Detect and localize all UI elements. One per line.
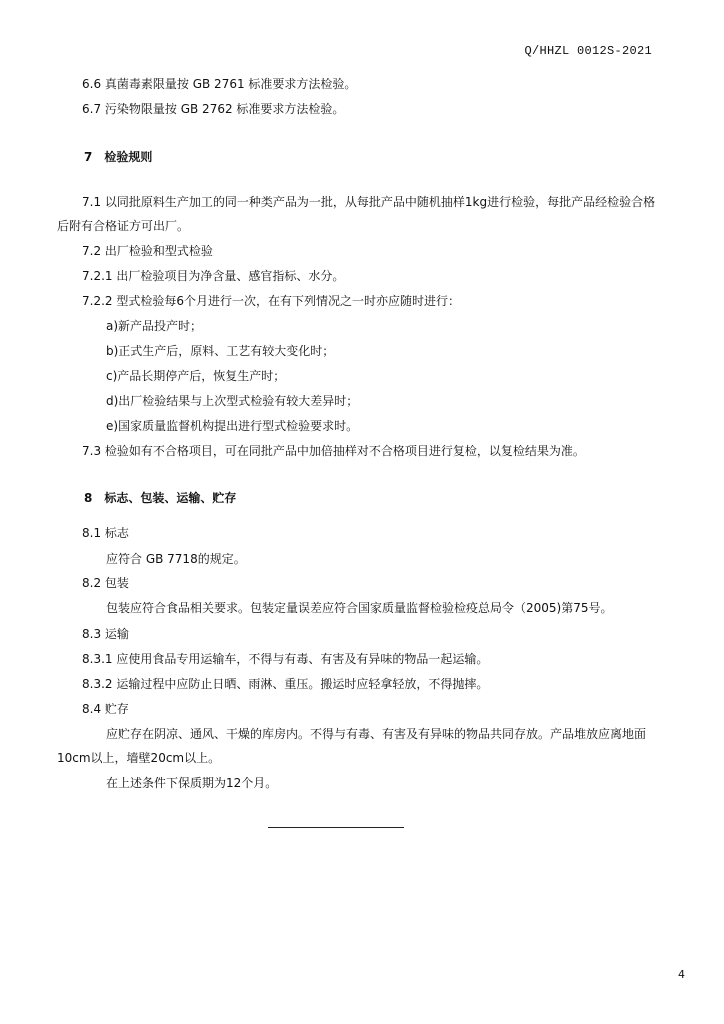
- clause-8-2: 8.2 包装: [82, 576, 129, 590]
- case-item: e)国家质量监督机构提出进行型式检验要求时。: [106, 419, 359, 433]
- document-code: Q/HHZL 0012S-2021: [524, 44, 652, 58]
- clause-8-1: 8.1 标志: [82, 526, 129, 540]
- clause-7-1-line2: 后附有合格证方可出厂。: [57, 219, 190, 233]
- clause-6-6: 6.6 真菌毒素限量按 GB 2761 标准要求方法检验。: [82, 77, 357, 91]
- clause-7-2: 7.2 出厂检验和型式检验: [82, 244, 213, 258]
- case-item: d)出厂检验结果与上次型式检验有较大差异时；: [106, 394, 359, 408]
- case-item: a)新产品投产时；: [106, 319, 203, 333]
- section-7-heading: 7 检验规则: [84, 150, 153, 164]
- shelf-life-text: 在上述条件下保质期为12个月。: [106, 776, 278, 790]
- case-item: b)正式生产后，原料、工艺有较大变化时；: [106, 344, 335, 358]
- clause-8-2-text: 包装应符合食品相关要求。包装定量误差应符合国家质量监督检验检疫总局令（2005)第75号。: [106, 601, 613, 615]
- case-item: c)产品长期停产后，恢复生产时；: [106, 369, 286, 383]
- section-8-heading: 8 标志、包装、运输、贮存: [84, 491, 237, 505]
- clause-8-4-line1: 应贮存在阴凉、通风、干燥的库房内。不得与有毒、有害及有异味的物品共同存放。产品堆放应离地面: [106, 727, 647, 741]
- clause-8-3: 8.3 运输: [82, 627, 129, 641]
- clause-8-3-2: 8.3.2 运输过程中应防止日晒、雨淋、重压。搬运时应轻拿轻放，不得抛摔。: [82, 677, 489, 691]
- page-number: 4: [678, 968, 685, 981]
- clause-6-7: 6.7 污染物限量按 GB 2762 标准要求方法检验。: [82, 102, 345, 116]
- clause-7-1-line1: 7.1 以同批原料生产加工的同一种类产品为一批，从每批产品中随机抽样1kg进行检验，每批产品经检验合格: [82, 195, 656, 209]
- clause-8-1-text: 应符合 GB 7718的规定。: [106, 552, 246, 566]
- end-rule: [268, 827, 404, 828]
- clause-7-3: 7.3 检验如有不合格项目，可在同批产品中加倍抽样对不合格项目进行复检，以复检结果为准。: [82, 444, 585, 458]
- clause-8-4-line2: 10cm以上，墙壁20cm以上。: [57, 751, 221, 765]
- clause-7-2-2: 7.2.2 型式检验每6个月进行一次，在有下列情况之一时亦应随时进行：: [82, 294, 460, 308]
- clause-7-2-1: 7.2.1 出厂检验项目为净含量、感官指标、水分。: [82, 269, 345, 283]
- clause-8-3-1: 8.3.1 应使用食品专用运输车，不得与有毒、有害及有异味的物品一起运输。: [82, 652, 489, 666]
- clause-8-4: 8.4 贮存: [82, 702, 129, 716]
